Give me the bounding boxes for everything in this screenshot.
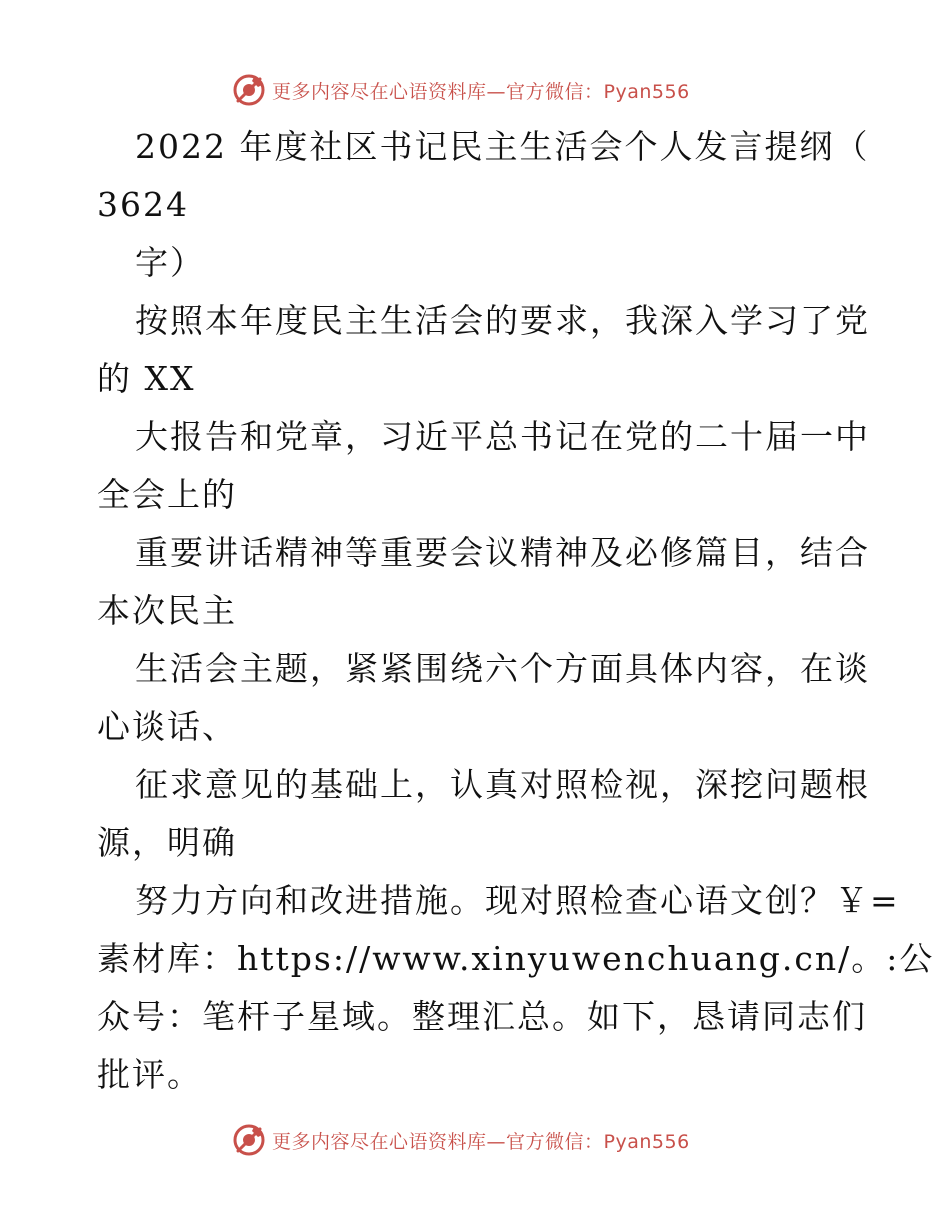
pen-seal-logo-icon bbox=[232, 73, 266, 107]
document-body bbox=[97, 118, 935, 1104]
paragraph-line: 按照本年度民主生活会的要求，我深入学习了党 bbox=[135, 301, 870, 340]
header-watermark bbox=[232, 70, 690, 110]
watermark-text: 更多内容尽在心语资料库—官方微信：Pyan556 bbox=[272, 1130, 690, 1153]
watermark-text: 更多内容尽在心语资料库—官方微信：Pyan556 bbox=[272, 80, 690, 103]
paragraph-line: 努力方向和改进措施。现对照检查心语文创？￥= bbox=[135, 881, 900, 920]
paragraph-line: 征求意见的基础上，认真对照检视，深挖问题根 bbox=[135, 765, 870, 804]
paragraph-line: 大报告和党章，习近平总书记在党的二十届一中 bbox=[135, 417, 870, 456]
paragraph-line: 批评。 bbox=[97, 1055, 202, 1094]
paragraph-line: 源，明确 bbox=[97, 823, 237, 862]
paragraph-line: 全会上的 bbox=[97, 475, 237, 514]
paragraph-line: 素材库：https://www.xinyuwenchuang.cn/。:公 bbox=[97, 939, 935, 978]
paragraph-line: 的 XX bbox=[97, 359, 196, 398]
paragraph-line: 生活会主题，紧紧围绕六个方面具体内容，在谈 bbox=[135, 649, 870, 688]
paragraph-line: 本次民主 bbox=[97, 591, 237, 630]
paragraph-line: 众号：笔杆子星域。整理汇总。如下，恳请同志们 bbox=[97, 997, 867, 1036]
footer-watermark bbox=[232, 1120, 690, 1160]
paragraph-line: 心谈话、 bbox=[97, 707, 237, 746]
document-title-line: 2022 年度社区书记民主生活会个人发言提纲（ bbox=[135, 127, 870, 166]
pen-seal-logo-icon bbox=[232, 1123, 266, 1157]
document-title-line: 字） bbox=[135, 243, 205, 282]
paragraph-line: 重要讲话精神等重要会议精神及必修篇目，结合 bbox=[135, 533, 870, 572]
document-title-line: 3624 bbox=[97, 185, 189, 224]
